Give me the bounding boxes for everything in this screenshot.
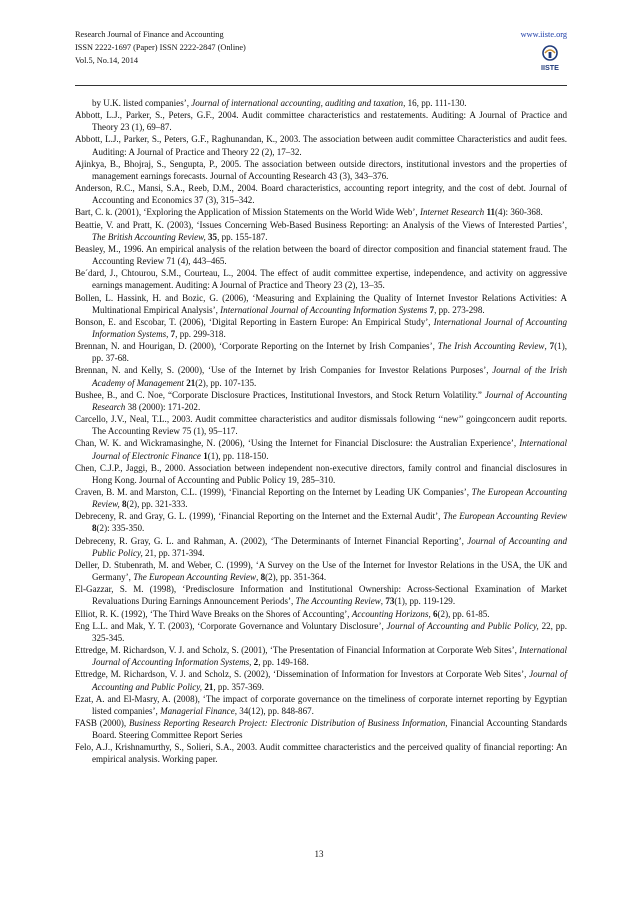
reference-volume: 7 bbox=[429, 304, 435, 315]
reference-source-title: Journal of Accounting and Public Policy, bbox=[92, 535, 568, 558]
reference-text: (2): 335-350. bbox=[96, 523, 145, 534]
reference-text: (1), pp. 118-150. bbox=[207, 450, 269, 461]
reference-list bbox=[75, 97, 567, 766]
reference-text: 21, pp. 371-394. bbox=[142, 547, 205, 558]
reference-text: (2), pp. 351-364. bbox=[265, 572, 327, 583]
reference-entry bbox=[75, 158, 567, 182]
reference-text: (2), pp. 107-135. bbox=[195, 377, 257, 388]
journal-url-link[interactable]: www.iiste.org bbox=[520, 30, 567, 39]
reference-source-title: International Journal of Accounting Information Systems bbox=[92, 316, 567, 339]
reference-text: Eng L.L. and Mak, Y. T. (2003), ‘Corporate Governance and Voluntary Disclosure’, bbox=[75, 620, 387, 631]
reference-entry bbox=[75, 437, 567, 461]
reference-entry bbox=[75, 182, 567, 206]
reference-source-title: The European Accounting Review bbox=[133, 572, 257, 583]
reference-text: , bbox=[256, 572, 261, 583]
reference-entry bbox=[75, 133, 567, 157]
reference-text: 34(12), pp. 848-867. bbox=[236, 705, 314, 716]
reference-text: 16, pp. 111-130. bbox=[405, 98, 467, 108]
reference-text: , pp. 299-318. bbox=[175, 328, 226, 339]
reference-text: 38 (2000): 171-202. bbox=[125, 401, 201, 412]
reference-text: Beattie, V. and Pratt, K. (2003), ‘Issues Concerning Web-Based Business Reporting: an Analysis of the Views of Interested Parties’, bbox=[75, 219, 567, 230]
reference-entry bbox=[75, 97, 567, 109]
reference-source-title: International Journal of Accounting Information Systems, bbox=[92, 645, 567, 668]
reference-text: Ettredge, M. Richardson, V. J. and Scholz, S. (2002), ‘Dissemination of Information for Investors at Corporate Web Sites’, bbox=[75, 669, 530, 680]
reference-text: Chan, W. K. and Wickramasinghe, N. (2006), ‘Using the Internet for Financial Disclosure: the Australian Experience’, bbox=[75, 438, 520, 449]
reference-entry bbox=[75, 693, 567, 717]
reference-text: , bbox=[380, 596, 386, 607]
reference-volume: 11 bbox=[486, 207, 495, 218]
reference-volume: 8 bbox=[260, 572, 266, 583]
reference-text: Felo, A.J., Krishnamurthy, S., Solieri, S.A., 2003. Audit committee characteristics and the perceived quality of financial reporting: An empirical analysis. Working paper. bbox=[75, 742, 567, 765]
reference-source-title: Journal of international accounting, auditing and taxation, bbox=[191, 98, 406, 108]
reference-source-title: The European Accounting Review, bbox=[92, 487, 567, 510]
reference-source-title: Accounting Horizons, bbox=[351, 608, 431, 619]
reference-text: , bbox=[544, 341, 550, 352]
reference-source-title: International Journal of Accounting Information Systems bbox=[220, 304, 428, 315]
page-number: 13 bbox=[314, 849, 324, 859]
reference-entry bbox=[75, 608, 567, 620]
reference-entry bbox=[75, 717, 567, 741]
reference-text: by U.K. listed companies’, bbox=[92, 98, 192, 108]
reference-text: , pp. 273-298. bbox=[434, 304, 485, 315]
reference-text: (2), pp. 61-85. bbox=[437, 608, 490, 619]
reference-entry bbox=[75, 583, 567, 607]
reference-text: Abbott, L.J., Parker, S., Peters, G.F., Raghunandan, K., 2003. The association between audit committee Characteristics and audit fees. Auditing: A Journal of Practice and Theory 22 (2), 17–32. bbox=[75, 134, 567, 157]
reference-text: 22, pp. 325-345. bbox=[92, 620, 568, 643]
reference-text: Chen, C.J.P., Jaggi, B., 2000. Association between independent non-executive directors, family control and financial disclosures in Hong Kong. Journal of Accounting and Public Policy 19, 285–310. bbox=[75, 462, 567, 485]
reference-entry bbox=[75, 219, 567, 243]
reference-text: Bollen, L. Hassink, H. and Bozic, G. (2006), ‘Measuring and Explaining the Quality of Internet Investor Relations Activities: A Multinational Empirical Analysis’, bbox=[75, 292, 567, 315]
reference-text: Ajinkya, B., Bhojraj, S., Sengupta, P., 2005. The association between outside directors, institutional investors and the properties of management earnings forecasts. Journal of Accounting Research 43 (3), 343–376. bbox=[75, 158, 567, 181]
reference-text: Deller, D. Stubenrath, M. and Weber, C. (1999), ‘A Survey on the Use of the Internet for Investor Relations in the USA, the UK and Germany’, bbox=[75, 559, 567, 583]
reference-volume: 21 bbox=[204, 681, 214, 692]
page-header bbox=[75, 28, 567, 86]
reference-text: El-Gazzar, S. M. (1998), ‘Predisclosure Information and Institutional Ownership: Across-Sectional Examination of Market Revaluations During Earnings Announcement Periods’, bbox=[75, 584, 567, 607]
reference-source-title: The European Accounting Review bbox=[443, 511, 567, 522]
logo-text: IISTE bbox=[541, 63, 559, 72]
reference-text: , Financial Accounting Standards Board. Steering Committee Report Series bbox=[92, 717, 567, 741]
reference-text: (1), pp. 119-129. bbox=[394, 596, 456, 607]
reference-entry bbox=[75, 413, 567, 437]
reference-entry bbox=[75, 389, 567, 413]
reference-entry bbox=[75, 292, 567, 316]
reference-text: Carcello, J.V., Neal, T.L., 2003. Audit committee characteristics and auditor dismissals following ‘‘new’’ goingconcern audit reports. The Accounting Review 75 (1), 95–117. bbox=[75, 414, 567, 437]
reference-source-title: The Irish Accounting Review bbox=[437, 341, 545, 352]
reference-entry bbox=[75, 109, 567, 133]
reference-volume: 35 bbox=[208, 231, 218, 242]
reference-entry bbox=[75, 340, 567, 364]
issn-line: ISSN 2222-1697 (Paper) ISSN 2222-2847 (Online) bbox=[75, 43, 246, 52]
reference-source-title: Internet Research bbox=[419, 207, 485, 218]
reference-text: , pp. 357-369. bbox=[213, 681, 264, 692]
reference-source-title: Journal of the Irish Academy of Management bbox=[92, 365, 567, 388]
reference-volume: 8 bbox=[92, 523, 97, 534]
reference-source-title: Journal of Accounting and Public Policy, bbox=[92, 669, 567, 692]
iiste-logo bbox=[535, 44, 565, 73]
reference-text: , pp. 149-168. bbox=[258, 657, 309, 668]
reference-source-title: International Journal of Electronic Finance bbox=[92, 438, 567, 461]
reference-entry bbox=[75, 535, 567, 559]
reference-entry bbox=[75, 559, 567, 583]
journal-title: Research Journal of Finance and Accounting bbox=[75, 30, 224, 39]
reference-source-title: Business Reporting Research Project: Electronic Distribution of Business Information bbox=[128, 717, 446, 728]
reference-source-title: Journal of Accounting Research bbox=[92, 389, 567, 412]
reference-volume: 7 bbox=[170, 328, 176, 339]
reference-text: Ezat, A. and El-Masry, A. (2008), ‘The impact of corporate governance on the timeliness of corporate internet reporting by Egyptian listed companies’, bbox=[75, 693, 567, 716]
volume-line: Vol.5, No.14, 2014 bbox=[75, 56, 138, 65]
reference-text: (2), pp. 321-333. bbox=[126, 499, 188, 510]
reference-entry bbox=[75, 486, 567, 510]
reference-entry bbox=[75, 243, 567, 267]
reference-entry bbox=[75, 668, 567, 692]
reference-volume: 73 bbox=[385, 596, 395, 607]
reference-text: Beasley, M., 1996. An empirical analysis of the relation between the board of director composition and financial statement fraud. The Accounting Review 71 (4), 443–465. bbox=[75, 243, 567, 267]
reference-volume: 6 bbox=[433, 608, 438, 619]
reference-volume: 2 bbox=[253, 657, 259, 668]
reference-source-title: Managerial Finance, bbox=[160, 705, 237, 716]
header-divider bbox=[75, 85, 567, 86]
reference-text: , bbox=[166, 328, 171, 339]
reference-entry bbox=[75, 644, 567, 668]
reference-text: (1), pp. 37-68. bbox=[92, 341, 568, 364]
reference-text: Abbott, L.J., Parker, S., Peters, G.F., 2004. Audit committee characteristics and restatements. Auditing: A Journal of Practice and Theory 23 (1), 69–87. bbox=[75, 110, 567, 133]
reference-source-title: Journal of Accounting and Public Policy, bbox=[386, 620, 539, 631]
reference-text: Bart, C. k. (2001), ‘Exploring the Application of Mission Statements on the World Wide Web’, bbox=[75, 207, 420, 218]
reference-source-title: The Accounting Review bbox=[295, 596, 381, 607]
reference-entry bbox=[75, 462, 567, 486]
reference-text: Debreceny, R. and Gray, G. L. (1999), ‘Financial Reporting on the Internet and the External Audit’, bbox=[75, 511, 444, 522]
reference-source-title: The British Accounting Review, bbox=[92, 231, 206, 242]
reference-entry bbox=[75, 510, 567, 534]
reference-volume: 8 bbox=[121, 499, 127, 510]
reference-volume: 7 bbox=[549, 341, 555, 352]
reference-entry bbox=[75, 364, 567, 388]
reference-text: FASB (2000), bbox=[75, 717, 129, 728]
reference-entry bbox=[75, 267, 567, 291]
reference-text: Debreceny, R. Gray, G. L. and Rahman, A. (2002), ‘The Determinants of Internet Financial Reporting’, bbox=[75, 535, 468, 546]
reference-text: (4): 360-368. bbox=[495, 207, 543, 218]
reference-text: Bushee, B., and C. Noe, “Corporate Disclosure Practices, Institutional Investors, and Stock Return Volatility.” bbox=[75, 389, 485, 400]
reference-text: Brennan, N. and Hourigan, D. (2000), ‘Corporate Reporting on the Internet by Irish Companies’, bbox=[75, 341, 438, 352]
reference-text: Ettredge, M. Richardson, V. J. and Scholz, S. (2001), ‘The Presentation of Financial Information at Corporate Web Sites’, bbox=[75, 645, 520, 656]
reference-entry bbox=[75, 206, 567, 218]
reference-text: Brennan, N. and Kelly, S. (2000), ‘Use of the Internet by Irish Companies for Investor Relations Purposes’, bbox=[75, 365, 493, 376]
reference-volume: 1 bbox=[203, 450, 208, 461]
reference-volume: 21 bbox=[186, 377, 196, 388]
reference-entry bbox=[75, 741, 567, 765]
reference-text: Be´dard, J., Chtourou, S.M., Courteau, L., 2004. The effect of audit committee expertise, independence, and activity on aggressive earnings management. Auditing: A Journal of Practice and Theory 23 (2), 13–35. bbox=[75, 268, 567, 291]
reference-text: Anderson, R.C., Mansi, S.A., Reeb, D.M., 2004. Board characteristics, accounting report integrity, and the cost of debt. Journal of Accounting and Economics 37 (3), 315–342. bbox=[75, 183, 567, 206]
reference-entry bbox=[75, 316, 567, 340]
reference-text: , pp. 155-187. bbox=[217, 231, 268, 242]
reference-text: Elliot, R. K. (1992), ‘The Third Wave Breaks on the Shores of Accounting’, bbox=[75, 608, 352, 619]
reference-text: Bonson, E. and Escobar, T. (2006), ‘Digital Reporting in Eastern Europe: An Empirical Study’, bbox=[75, 316, 434, 327]
reference-text: Craven, B. M. and Marston, C.L. (1999), ‘Financial Reporting on the Internet by Leading UK Companies’, bbox=[75, 487, 472, 497]
reference-entry bbox=[75, 620, 567, 644]
